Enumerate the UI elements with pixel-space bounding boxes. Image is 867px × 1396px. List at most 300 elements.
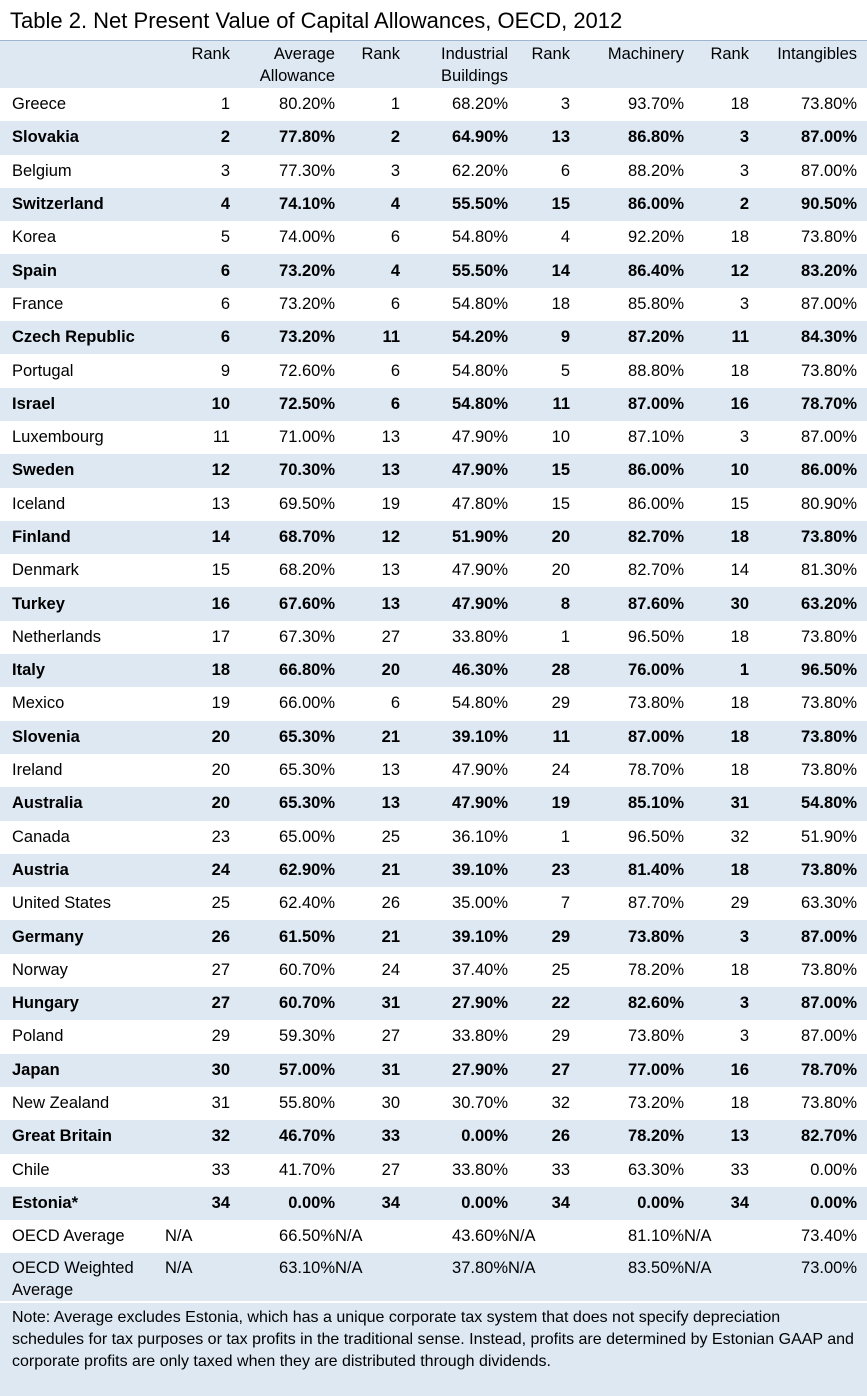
value-cell: 30 [335,1087,400,1120]
value-cell: 32 [165,1120,230,1153]
value-cell: 13 [335,587,400,620]
value-cell: 65.30% [230,787,335,820]
table-row [0,1054,867,1087]
value-cell: 77.30% [230,155,335,188]
header-intangibles [749,41,867,88]
value-cell: 10 [165,388,230,421]
table-row [0,354,867,387]
value-cell: 83.20% [749,254,867,287]
value-cell: 87.60% [570,587,684,620]
value-cell: 63.20% [749,587,867,620]
value-cell: 47.90% [400,454,508,487]
value-cell: 18 [684,354,749,387]
value-cell: 27 [335,621,400,654]
value-cell: 2 [165,121,230,154]
value-cell: 73.80% [570,1020,684,1053]
value-cell: 20 [335,654,400,687]
value-cell: 22 [508,987,570,1020]
value-cell: 81.30% [749,554,867,587]
value-cell: 29 [508,1020,570,1053]
value-cell: 54.80% [400,288,508,321]
value-cell: 86.00% [749,454,867,487]
value-cell: 33.80% [400,1020,508,1053]
value-cell: 31 [335,1054,400,1087]
country-cell: New Zealand [0,1087,165,1120]
value-cell: 13 [335,787,400,820]
table-row [0,887,867,920]
value-cell: 90.50% [749,188,867,221]
allowances-table [0,41,867,1301]
header-text: Intangibles [777,45,857,63]
value-cell: 6 [335,288,400,321]
value-cell: 29 [684,887,749,920]
value-cell: 18 [508,288,570,321]
table-row [0,787,867,820]
value-cell: 66.50% [230,1220,335,1253]
value-cell: 96.50% [570,821,684,854]
table-note: Note: Average excludes Estonia, which has a unique corporate tax system that does not specify depreciation schedules for tax purposes or tax profits in the traditional sense. Instead, profits are determined by Estonian GAAP and corporate profits are only taxed when they are distributed through dividends. [0,1303,867,1396]
value-cell: 32 [508,1087,570,1120]
value-cell: 73.20% [570,1087,684,1120]
value-cell: 3 [335,155,400,188]
header-rank-intangibles [684,41,749,88]
value-cell: 66.80% [230,654,335,687]
value-cell: 24 [508,754,570,787]
table-title: Table 2. Net Present Value of Capital Allowances, OECD, 2012 [10,8,623,33]
value-cell: 26 [508,1120,570,1153]
value-cell: 3 [684,987,749,1020]
value-cell: 86.80% [570,121,684,154]
country-cell: Greece [0,88,165,121]
value-cell: 16 [684,1054,749,1087]
value-cell: 82.70% [749,1120,867,1153]
value-cell: 18 [684,221,749,254]
value-cell: 47.90% [400,587,508,620]
value-cell: 87.00% [570,388,684,421]
value-cell: 30 [684,587,749,620]
value-cell: 72.50% [230,388,335,421]
value-cell: 74.10% [230,188,335,221]
value-cell: 27.90% [400,987,508,1020]
value-cell: 31 [165,1087,230,1120]
value-cell: 10 [508,421,570,454]
value-cell: 18 [684,1087,749,1120]
value-cell: 27 [508,1054,570,1087]
value-cell: 27.90% [400,1054,508,1087]
value-cell: 54.80% [400,354,508,387]
value-cell: 12 [335,521,400,554]
value-cell: 78.20% [570,1120,684,1153]
value-cell: 21 [335,920,400,953]
table-row [0,1020,867,1053]
value-cell: 73.80% [570,687,684,720]
value-cell: 43.60% [400,1220,508,1253]
country-cell: United States [0,887,165,920]
table-row [0,954,867,987]
value-cell: 87.00% [749,288,867,321]
value-cell: 25 [508,954,570,987]
value-cell: 1 [508,621,570,654]
weighted-label-text: Average [12,1281,74,1300]
table-row [0,388,867,421]
value-cell: 54.20% [400,321,508,354]
value-cell: 16 [684,388,749,421]
value-cell: 61.50% [230,920,335,953]
value-cell: 87.00% [749,121,867,154]
value-cell: 0.00% [749,1187,867,1220]
value-cell: 46.30% [400,654,508,687]
value-cell: 31 [335,987,400,1020]
value-cell: 3 [508,88,570,121]
value-cell: 62.90% [230,854,335,887]
value-cell: 15 [508,188,570,221]
value-cell: 6 [335,687,400,720]
value-cell: 59.30% [230,1020,335,1053]
value-cell: 65.30% [230,754,335,787]
country-cell: Switzerland [0,188,165,221]
country-cell: Belgium [0,155,165,188]
value-cell: 63.30% [749,887,867,920]
country-cell: Denmark [0,554,165,587]
value-cell: 19 [335,488,400,521]
country-cell: Italy [0,654,165,687]
value-cell: 33 [165,1154,230,1187]
value-cell: 13 [335,554,400,587]
value-cell: 47.90% [400,554,508,587]
value-cell: 78.20% [570,954,684,987]
table-row [0,254,867,287]
value-cell: 96.50% [570,621,684,654]
table-row [0,88,867,121]
value-cell: 8 [508,587,570,620]
country-cell: Slovenia [0,721,165,754]
value-cell: 0.00% [749,1154,867,1187]
value-cell: 12 [684,254,749,287]
value-cell: 51.90% [400,521,508,554]
country-cell: Turkey [0,587,165,620]
value-cell: 39.10% [400,721,508,754]
value-cell: 87.00% [749,1020,867,1053]
value-cell: 41.70% [230,1154,335,1187]
value-cell: 34 [335,1187,400,1220]
table-row [0,854,867,887]
value-cell: 4 [335,188,400,221]
value-cell: 18 [684,621,749,654]
country-cell: Portugal [0,354,165,387]
country-cell: Finland [0,521,165,554]
value-cell: 63.10% [230,1253,335,1301]
value-cell: 87.00% [749,155,867,188]
value-cell: 7 [508,887,570,920]
value-cell: 39.10% [400,854,508,887]
value-cell: 29 [508,920,570,953]
value-cell: 24 [335,954,400,987]
value-cell: 3 [684,121,749,154]
value-cell: 3 [684,1020,749,1053]
value-cell: 68.20% [400,88,508,121]
value-cell: 20 [508,554,570,587]
value-cell: 73.20% [230,254,335,287]
weighted-label-text: OECD Weighted [12,1259,134,1278]
table-row [0,221,867,254]
value-cell: 68.70% [230,521,335,554]
value-cell: 13 [335,421,400,454]
value-cell: 69.50% [230,488,335,521]
value-cell: 5 [165,221,230,254]
header-row [0,41,867,88]
value-cell: 63.30% [570,1154,684,1187]
table-row [0,721,867,754]
value-cell: 4 [335,254,400,287]
value-cell: 23 [165,821,230,854]
value-cell: 71.00% [230,421,335,454]
value-cell: 87.10% [570,421,684,454]
country-cell: Korea [0,221,165,254]
value-cell: 11 [508,721,570,754]
value-cell: N/A [165,1220,230,1253]
value-cell: N/A [335,1220,400,1253]
value-cell: 30.70% [400,1087,508,1120]
value-cell: 85.10% [570,787,684,820]
value-cell: 60.70% [230,954,335,987]
header-industrial-buildings [400,41,508,88]
table-row [0,188,867,221]
value-cell: 1 [684,654,749,687]
value-cell: 20 [165,721,230,754]
value-cell: 5 [508,354,570,387]
value-cell: 73.80% [749,521,867,554]
value-cell: N/A [684,1253,749,1301]
value-cell: 13 [684,1120,749,1153]
country-cell: Canada [0,821,165,854]
value-cell: 6 [335,354,400,387]
table-row [0,754,867,787]
value-cell: 81.10% [570,1220,684,1253]
value-cell: 47.90% [400,787,508,820]
value-cell: 96.50% [749,654,867,687]
value-cell: 87.00% [749,920,867,953]
table-header [0,41,867,88]
value-cell: 18 [684,754,749,787]
value-cell: 18 [684,88,749,121]
value-cell: 13 [335,754,400,787]
country-cell: Austria [0,854,165,887]
value-cell: 20 [165,754,230,787]
value-cell: 46.70% [230,1120,335,1153]
value-cell: 47.90% [400,421,508,454]
table-row [0,1220,867,1253]
value-cell: 87.20% [570,321,684,354]
country-cell: Hungary [0,987,165,1020]
header-rank-machinery [508,41,570,88]
value-cell: 73.80% [749,621,867,654]
country-cell: Spain [0,254,165,287]
country-cell: Chile [0,1154,165,1187]
value-cell: 13 [165,488,230,521]
value-cell: 81.40% [570,854,684,887]
value-cell: 27 [165,987,230,1020]
country-cell: Great Britain [0,1120,165,1153]
value-cell: 54.80% [400,221,508,254]
value-cell: 54.80% [749,787,867,820]
value-cell: 6 [335,221,400,254]
value-cell: 83.50% [570,1253,684,1301]
value-cell: 18 [165,654,230,687]
value-cell: N/A [165,1253,230,1301]
value-cell: 21 [335,721,400,754]
value-cell: 57.00% [230,1054,335,1087]
value-cell: 30 [165,1054,230,1087]
value-cell: 27 [335,1154,400,1187]
table-row [0,987,867,1020]
header-machinery [570,41,684,88]
value-cell: 6 [165,254,230,287]
value-cell: 80.90% [749,488,867,521]
table-row [0,1187,867,1220]
value-cell: 33.80% [400,621,508,654]
value-cell: 0.00% [400,1120,508,1153]
table-row [0,621,867,654]
value-cell: 20 [508,521,570,554]
value-cell: 18 [684,521,749,554]
value-cell: 33.80% [400,1154,508,1187]
value-cell: 68.20% [230,554,335,587]
country-cell: Luxembourg [0,421,165,454]
value-cell: 11 [165,421,230,454]
value-cell: 77.00% [570,1054,684,1087]
table-row [0,488,867,521]
table-row [0,155,867,188]
value-cell: 33 [508,1154,570,1187]
value-cell: 88.80% [570,354,684,387]
value-cell: 73.80% [570,920,684,953]
value-cell: 34 [684,1187,749,1220]
country-cell: Japan [0,1054,165,1087]
value-cell: 86.00% [570,488,684,521]
value-cell: 9 [165,354,230,387]
value-cell: 74.00% [230,221,335,254]
country-cell: Netherlands [0,621,165,654]
value-cell: 2 [684,188,749,221]
table-row [0,1120,867,1153]
value-cell: 87.00% [570,721,684,754]
header-rank-average [165,41,230,88]
table-row [0,554,867,587]
value-cell: N/A [684,1220,749,1253]
value-cell: 1 [508,821,570,854]
value-cell: 55.80% [230,1087,335,1120]
country-cell: Slovakia [0,121,165,154]
value-cell: 14 [684,554,749,587]
table-body [0,88,867,1301]
table-row [0,421,867,454]
country-cell: Estonia* [0,1187,165,1220]
table-row [0,121,867,154]
value-cell: 86.40% [570,254,684,287]
value-cell: 73.00% [749,1253,867,1301]
value-cell: 25 [165,887,230,920]
value-cell: 34 [165,1187,230,1220]
value-cell: 6 [335,388,400,421]
value-cell: 73.80% [749,354,867,387]
value-cell: 73.40% [749,1220,867,1253]
value-cell: 26 [335,887,400,920]
value-cell: 78.70% [749,388,867,421]
value-cell: 14 [165,521,230,554]
value-cell: 73.80% [749,687,867,720]
value-cell: N/A [508,1253,570,1301]
value-cell: 13 [508,121,570,154]
value-cell: 35.00% [400,887,508,920]
value-cell: 37.40% [400,954,508,987]
table-row [0,1154,867,1187]
value-cell: 78.70% [749,1054,867,1087]
value-cell: 15 [165,554,230,587]
value-cell: 73.80% [749,754,867,787]
value-cell: 17 [165,621,230,654]
value-cell: N/A [508,1220,570,1253]
value-cell: 51.90% [749,821,867,854]
value-cell: 1 [335,88,400,121]
value-cell: 3 [165,155,230,188]
value-cell: 36.10% [400,821,508,854]
country-cell: OECD Average [0,1220,165,1253]
value-cell: 73.80% [749,854,867,887]
table-row [0,920,867,953]
value-cell: 34 [508,1187,570,1220]
value-cell: 15 [684,488,749,521]
value-cell: 55.50% [400,188,508,221]
weighted-average-row [0,1253,867,1301]
value-cell: 33 [684,1154,749,1187]
value-cell: 82.70% [570,521,684,554]
value-cell: 0.00% [570,1187,684,1220]
value-cell: 65.30% [230,721,335,754]
header-text: Machinery [607,45,684,63]
value-cell: 87.00% [749,421,867,454]
value-cell: 60.70% [230,987,335,1020]
value-cell: 73.80% [749,954,867,987]
value-cell: 6 [165,321,230,354]
value-cell: 18 [684,721,749,754]
value-cell: 86.00% [570,188,684,221]
value-cell: 6 [165,288,230,321]
header-text: Rank [531,45,570,63]
value-cell: 27 [335,1020,400,1053]
header-text: Rank [191,45,230,63]
value-cell: 67.60% [230,587,335,620]
value-cell: 3 [684,920,749,953]
value-cell: 78.70% [570,754,684,787]
value-cell: 65.00% [230,821,335,854]
value-cell: 18 [684,954,749,987]
value-cell: 6 [508,155,570,188]
value-cell: 21 [335,854,400,887]
value-cell: 29 [165,1020,230,1053]
value-cell: 11 [335,321,400,354]
header-text: Rank [361,45,400,63]
value-cell: 3 [684,288,749,321]
header-average-allowance [230,41,335,88]
value-cell: 64.90% [400,121,508,154]
value-cell: 47.80% [400,488,508,521]
value-cell: 88.20% [570,155,684,188]
value-cell: 73.80% [749,1087,867,1120]
value-cell: 4 [508,221,570,254]
value-cell: 93.70% [570,88,684,121]
value-cell: 25 [335,821,400,854]
table-row [0,1087,867,1120]
